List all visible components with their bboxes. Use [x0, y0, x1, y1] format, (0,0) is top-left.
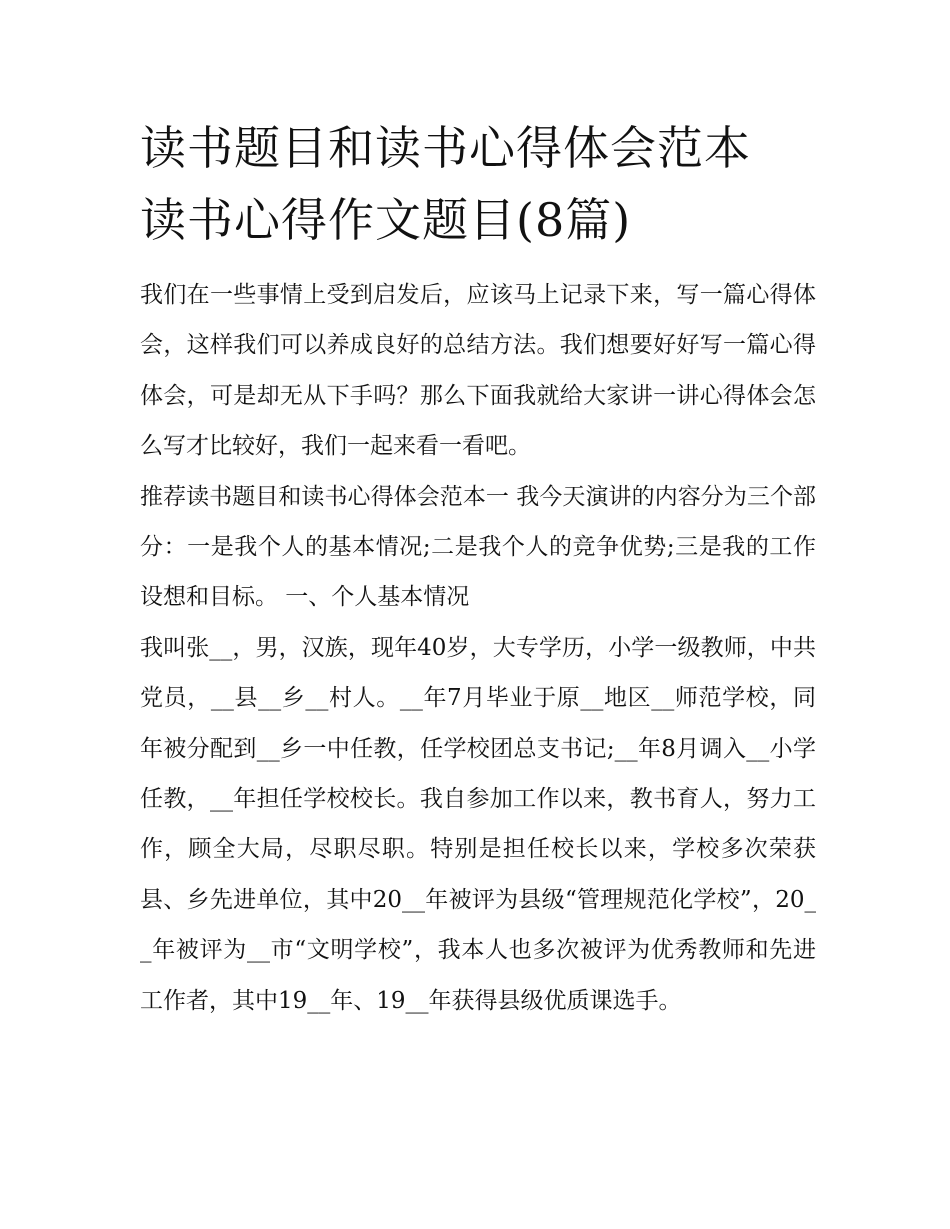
title-line-2: 读书心得作文题目(8篇)	[140, 193, 632, 247]
document-body	[140, 112, 816, 1026]
title-line-1: 读书题目和读书心得体会范本	[140, 121, 751, 175]
personal-info-paragraph: 我叫张__，男，汉族，现年40岁，大专学历，小学一级教师，中共党员，__县__乡__村人。__年7月毕业于原__地区__师范学校，同年被分配到__乡一中任教，任学校团总支书记;__年8月调入__小学任教，__年担任学校校长。我自参加工作以来，教书育人，努力工作，顾全大局，尽职尽职。特别是担任校长以来，学校多次荣获县、乡先进单位，其中20__年被评为县级“管理规范化学校”，20__年被评为__市“文明学校”，我本人也多次被评为优秀教师和先进工作者，其中19__年、19__年获得县级优质课选手。	[140, 634, 816, 1014]
section-one-paragraph: 推荐读书题目和读书心得体会范本一 我今天演讲的内容分为三个部分：一是我个人的基本情况;二是我个人的竞争优势;三是我的工作设想和目标。 一、个人基本情况	[140, 483, 816, 611]
document-title	[140, 112, 816, 256]
intro-paragraph: 我们在一些事情上受到启发后，应该马上记录下来，写一篇心得体会，这样我们可以养成良好的总结方法。我们想要好好写一篇心得体会，可是却无从下手吗？那么下面我就给大家讲一讲心得体会怎么写才比较好，我们一起来看一看吧。	[140, 282, 816, 460]
